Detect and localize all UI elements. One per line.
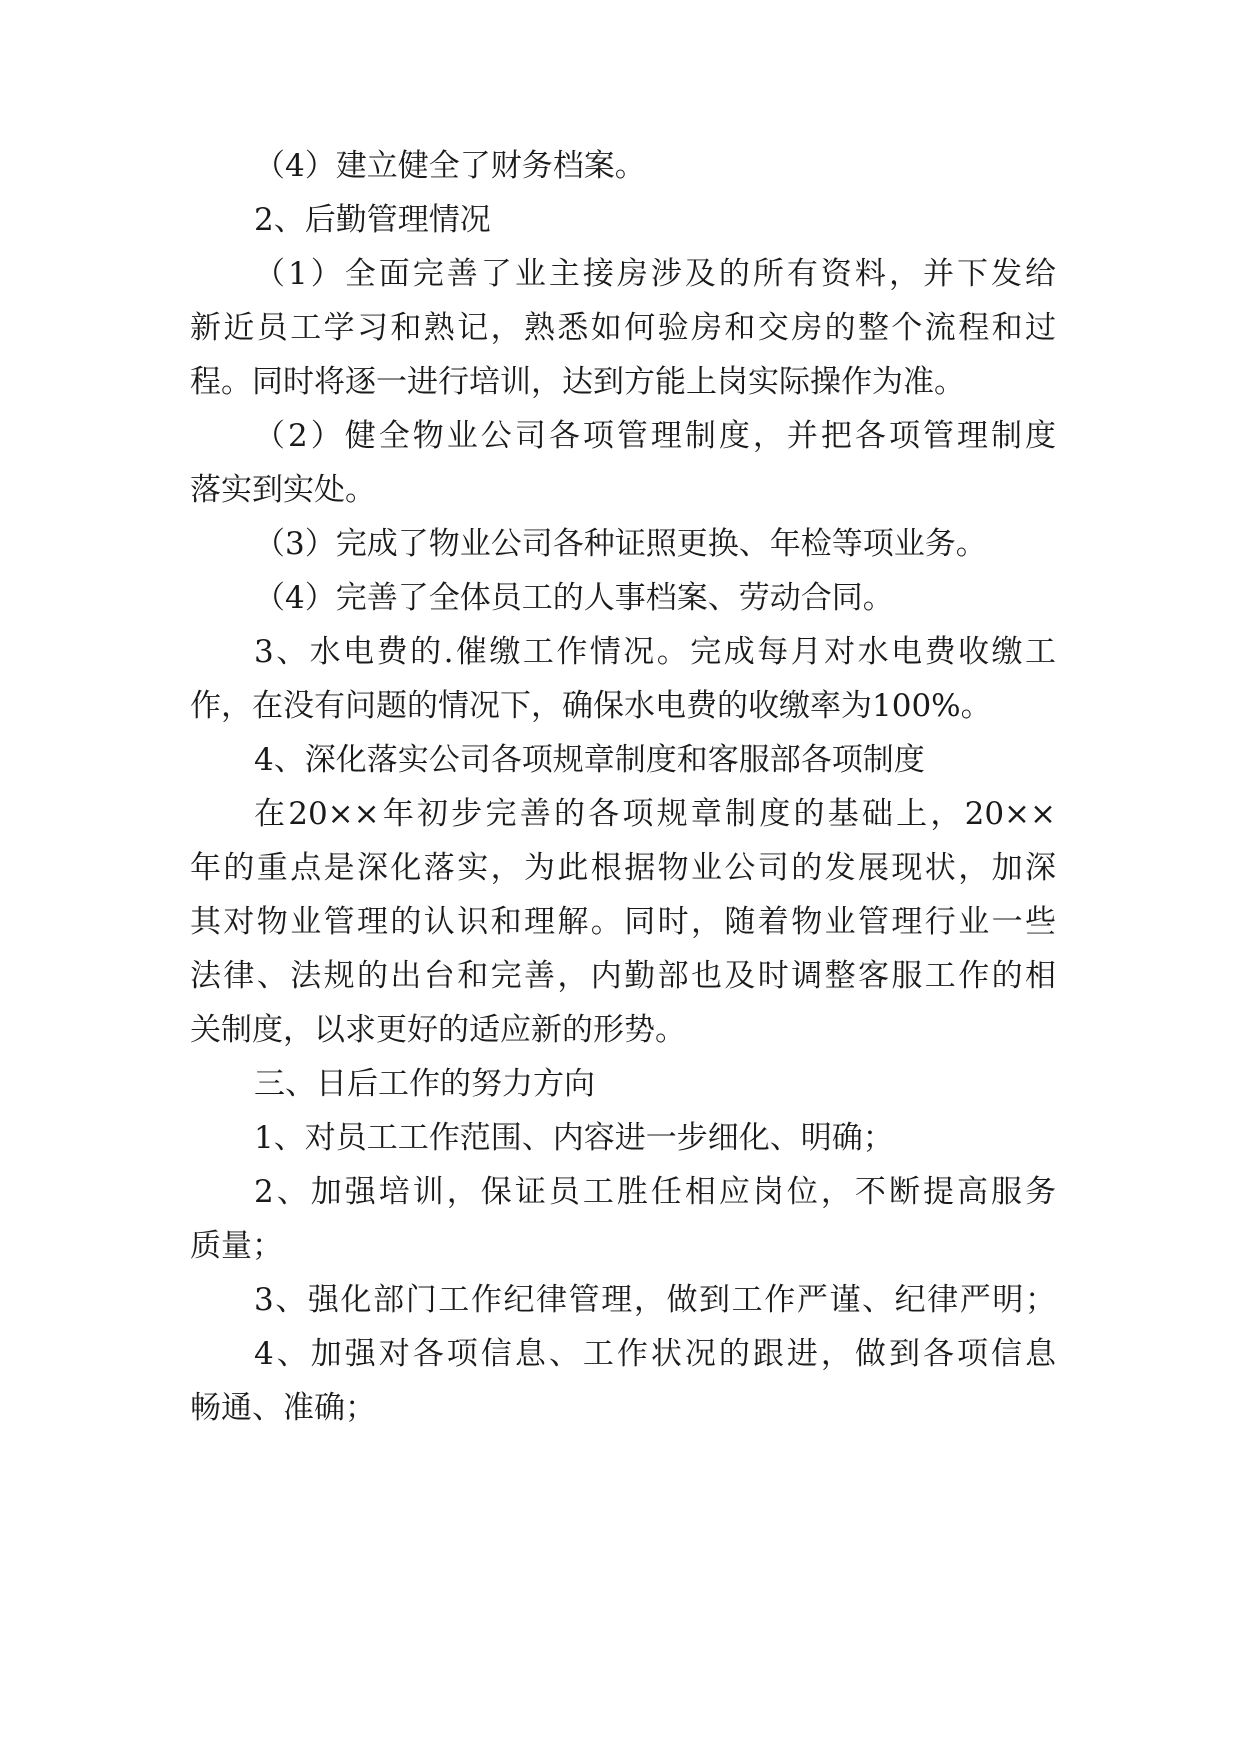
list-item: 4、加强对各项信息、工作状况的跟进，做到各项信息 <box>254 1336 1056 1372</box>
list-item-continuation: 畅通、准确； <box>190 1390 376 1426</box>
paragraph-line: （3）完成了物业公司各种证照更换、年检等项业务。 <box>254 526 987 562</box>
paragraph-line: （4）建立健全了财务档案。 <box>254 148 646 184</box>
section-heading: 三、日后工作的努力方向 <box>254 1066 595 1102</box>
paragraph-line: （2）健全物业公司各项管理制度，并把各项管理制度 <box>254 418 1056 454</box>
list-item: 1、对员工工作范围、内容进一步细化、明确； <box>254 1120 894 1156</box>
paragraph-line: 新近员工学习和熟记，熟悉如何验房和交房的整个流程和过 <box>190 310 1056 346</box>
section-heading: 2、后勤管理情况 <box>254 202 491 238</box>
paragraph-line: （1）全面完善了业主接房涉及的所有资料，并下发给 <box>254 256 1056 292</box>
list-item-continuation: 质量； <box>190 1228 283 1264</box>
paragraph-line: 在20××年初步完善的各项规章制度的基础上，20×× <box>254 796 1056 832</box>
paragraph-line: 年的重点是深化落实，为此根据物业公司的发展现状，加深 <box>190 850 1056 886</box>
paragraph-line: 作，在没有问题的情况下，确保水电费的收缴率为100%。 <box>190 688 992 724</box>
paragraph-line: 关制度，以求更好的适应新的形势。 <box>190 1012 686 1048</box>
paragraph-line: 其对物业管理的认识和理解。同时，随着物业管理行业一些 <box>190 904 1056 940</box>
paragraph-line: 法律、法规的出台和完善，内勤部也及时调整客服工作的相 <box>190 958 1056 994</box>
section-heading: 4、深化落实公司各项规章制度和客服部各项制度 <box>254 742 925 778</box>
paragraph-line: 落实到实处。 <box>190 472 376 508</box>
paragraph-line: 程。同时将逐一进行培训，达到方能上岗实际操作为准。 <box>190 364 965 400</box>
list-item: 2、加强培训，保证员工胜任相应岗位，不断提高服务 <box>254 1174 1056 1210</box>
list-item: 3、强化部门工作纪律管理，做到工作严谨、纪律严明； <box>254 1282 1056 1318</box>
paragraph-line: 3、水电费的.催缴工作情况。完成每月对水电费收缴工 <box>254 634 1056 670</box>
paragraph-line: （4）完善了全体员工的人事档案、劳动合同。 <box>254 580 894 616</box>
